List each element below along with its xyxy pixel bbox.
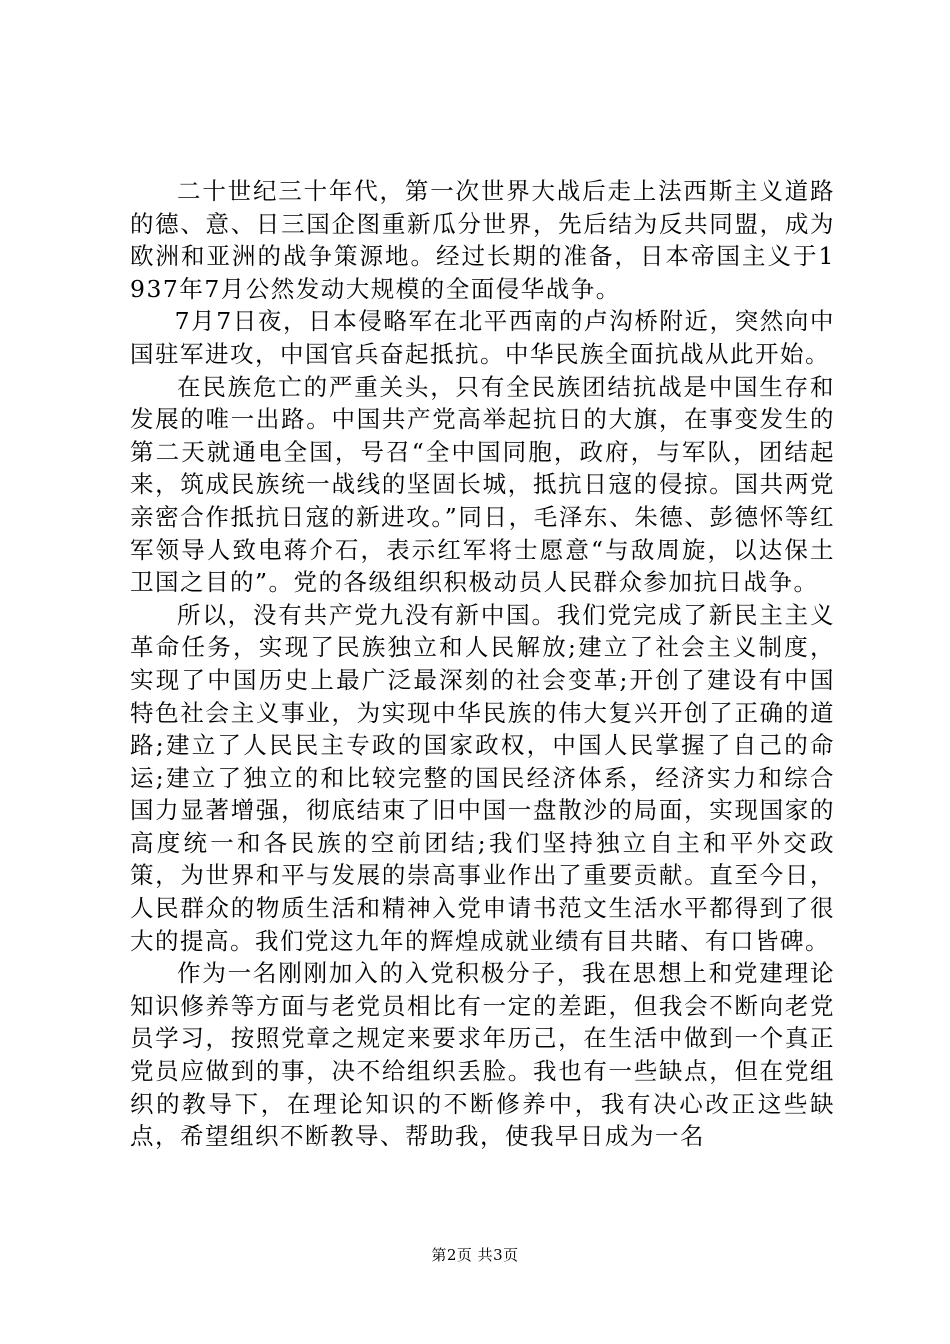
paragraph: 作为一名刚刚加入的入党积极分子，我在思想上和党建理论知识修养等方面与老党员相比有一定的差距，但我会不断向老党员学习，按照党章之规定来要求年历己，在生活中做到一个真正党员应做到的事，决不给组织丢脸。我也有一些缺点，但在党组织的教导下，在理论知识的不断修养中，我有决心改正这些缺点，希望组织不断教导、帮助我，使我早日成为一名 xyxy=(130,959,835,1151)
document-body xyxy=(130,175,835,1153)
page-footer: 第2页 共3页 xyxy=(431,1246,519,1264)
paragraph: 二十世纪三十年代，第一次世界大战后走上法西斯主义道路的德、意、日三国企图重新瓜分世界，先后结为反共同盟，成为欧洲和亚洲的战争策源地。经过长期的准备，日本帝国主义于1937年7月公然发动大规模的全面侵华战争。 xyxy=(130,177,835,303)
paragraph: 7月7日夜，日本侵略军在北平西南的卢沟桥附近，突然向中国驻军进攻，中国官兵奋起抵抗。中华民族全面抗战从此开始。 xyxy=(130,307,835,368)
paragraph: 所以，没有共产党九没有新中国。我们党完成了新民主主义革命任务，实现了民族独立和人民解放;建立了社会主义制度，实现了中国历史上最广泛最深刻的社会变革;开创了建设有中国特色社会主义事业，为实现中华民族的伟大复兴开创了正确的道路;建立了人民民主专政的国家政权，中国人民掌握了自己的命运;建立了独立的和比较完整的国民经济体系，经济实力和综合国力显著增强，彻底结束了旧中国一盘散沙的局面，实现国家的高度统一和各民族的空前团结;我们坚持独立自主和平外交政策，为世界和平与发展的崇高事业作出了重要贡献。直至今日，人民群众的物质生活和精神入党申请书范文生活水平都得到了很大的提高。我们党这九年的辉煌成就业绩有目共睹、有口皆碑。 xyxy=(130,600,835,955)
paragraph: 在民族危亡的严重关头，只有全民族团结抗战是中国生存和发展的唯一出路。中国共产党高举起抗日的大旗，在事变发生的第二天就通电全国，号召“全中国同胞，政府，与军队，团结起来，筑成民族统一战线的坚固长城，抵抗日寇的侵掠。国共两党亲密合作抵抗日寇的新进攻。”同日，毛泽东、朱德、彭德怀等红军领导人致电蒋介石，表示红军将士愿意“与敌周旋，以达保土卫国之目的”。党的各级组织积极动员人民群众参加抗日战争。 xyxy=(130,372,835,597)
